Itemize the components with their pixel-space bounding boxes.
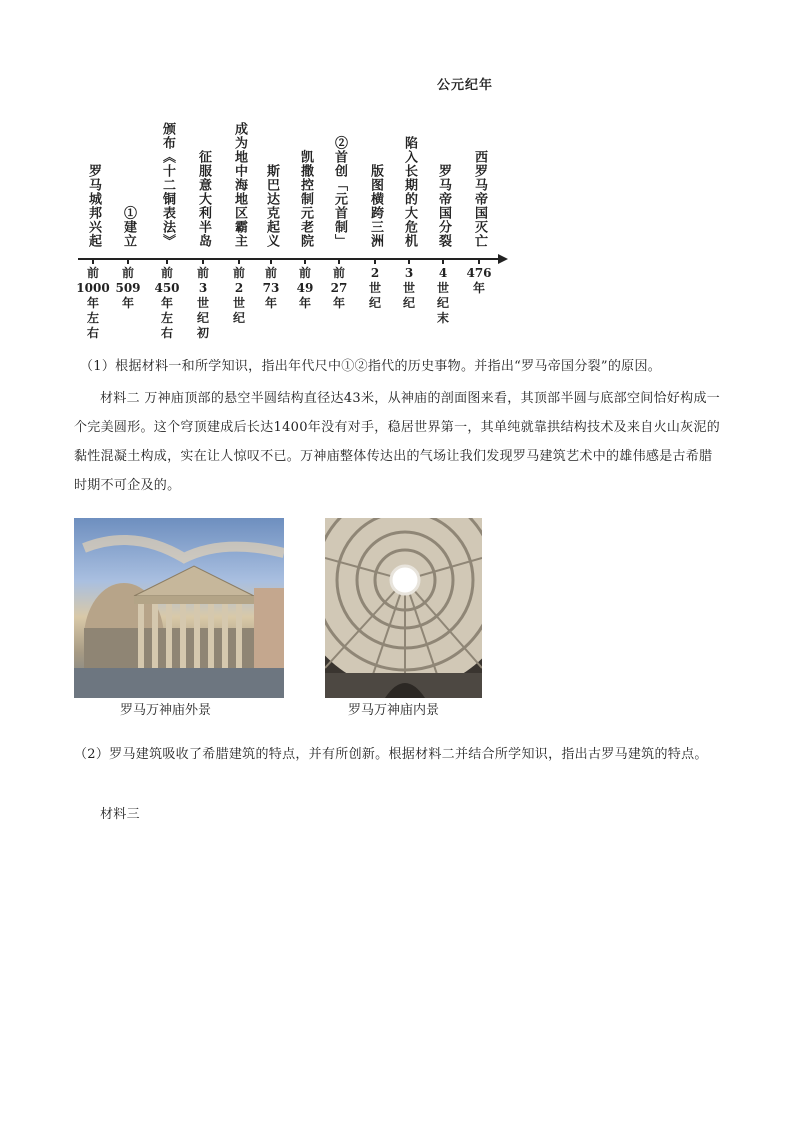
timeline-event: 版图横跨三洲 — [368, 164, 383, 248]
timeline-date-part: 2 — [234, 281, 244, 295]
pantheon-exterior-photo — [74, 518, 284, 698]
timeline-date-part: 世 — [232, 296, 245, 310]
timeline-date-part: 初 — [196, 326, 209, 340]
timeline-column — [115, 90, 141, 340]
timeline-date-part: 世 — [368, 281, 381, 295]
pantheon-interior-photo — [325, 518, 482, 698]
timeline-event: 颁布《十二铜表法》 — [160, 122, 175, 248]
timeline-event: 罗马城邦兴起 — [86, 164, 101, 248]
timeline-column — [396, 90, 422, 340]
timeline-date-part: 前 — [86, 266, 99, 280]
era-label: 公元纪年 — [437, 78, 494, 93]
timeline-date-part: 27 — [330, 281, 348, 295]
timeline-event: 罗马帝国分裂 — [436, 164, 451, 248]
timeline-column — [430, 90, 456, 340]
timeline-column — [226, 90, 252, 340]
question-2: （2）罗马建筑吸收了希腊建筑的特点，并有所创新。根据材料二并结合所学知识，指出古罗马建筑的特点。 — [74, 747, 708, 762]
timeline-date-part: 纪 — [232, 311, 245, 325]
timeline-date-part: 509 — [115, 281, 141, 295]
material-3: 材料三 — [100, 807, 140, 822]
timeline-column — [154, 90, 180, 340]
timeline-event: 西罗马帝国灭亡 — [472, 150, 487, 248]
timeline-column — [362, 90, 388, 340]
timeline-event: 斯巴达克起义 — [264, 164, 279, 248]
timeline-date-part: 年 — [121, 296, 134, 310]
timeline-column — [466, 90, 492, 340]
timeline-date-part: 纪 — [402, 296, 415, 310]
timeline-column — [190, 90, 216, 340]
timeline-column — [258, 90, 284, 340]
timeline-date-part: 前 — [196, 266, 209, 280]
timeline-tick — [238, 258, 240, 264]
question-1: （1）根据材料一和所学知识，指出年代尺中①②指代的历史事物。并指出“罗马帝国分裂”的原因。 — [80, 359, 662, 374]
timeline-date-part: 世 — [436, 281, 449, 295]
timeline-date-part: 前 — [121, 266, 134, 280]
timeline-date-part: 3 — [404, 266, 414, 280]
timeline-date-part: 450 — [154, 281, 180, 295]
timeline-column — [292, 90, 318, 340]
timeline-event: ②首创「元首制」 — [332, 136, 347, 248]
timeline-tick — [202, 258, 204, 264]
timeline-date-part: 年 — [264, 296, 277, 310]
material-2: 材料二 万神庙顶部的悬空半圆结构直径达43米，从神庙的剖面图来看，其顶部半圆与底部空间恰好构成一个完美圆形。这个穹顶建成后长达1400年没有对手，稳居世界第一，其单纯就靠拱结构技术及来自火山灰泥的黏性混凝土构成，实在让人惊叹不已。万神庙整体传达出的气场让我们发现罗马建筑艺术中的雄伟感是古希腊时期不可企及的。 — [74, 391, 721, 493]
timeline-date-part: 纪 — [196, 311, 209, 325]
timeline-date-part: 前 — [232, 266, 245, 280]
timeline-date — [107, 266, 149, 311]
axis-arrow-icon — [498, 254, 508, 264]
exterior-caption: 罗马万神庙外景 — [120, 703, 212, 718]
timeline-event: 成为地中海地区霸主 — [232, 122, 247, 248]
timeline-date-part: 前 — [160, 266, 173, 280]
timeline-date-part: 纪 — [368, 296, 381, 310]
timeline-tick — [408, 258, 410, 264]
timeline-date-part: 末 — [436, 311, 449, 325]
timeline-tick — [166, 258, 168, 264]
timeline-date-part: 2 — [370, 266, 380, 280]
timeline-date-part: 前 — [332, 266, 345, 280]
timeline-date-part: 右 — [86, 326, 99, 340]
timeline-date-part: 年 — [298, 296, 311, 310]
timeline-date-part: 年 — [160, 296, 173, 310]
timeline-tick — [338, 258, 340, 264]
timeline-event: ①建立 — [121, 206, 136, 248]
timeline-date-part: 前 — [264, 266, 277, 280]
timeline-date-part: 4 — [438, 266, 448, 280]
timeline-date-part: 左 — [86, 311, 99, 325]
timeline-date-part: 纪 — [436, 296, 449, 310]
timeline-tick — [304, 258, 306, 264]
timeline-event: 凯撒控制元老院 — [298, 150, 313, 248]
timeline-date-part: 右 — [160, 326, 173, 340]
timeline-event: 陷入长期的大危机 — [402, 136, 417, 248]
timeline-column — [326, 90, 352, 340]
timeline-date-part: 476 — [466, 266, 492, 280]
interior-caption: 罗马万神庙内景 — [348, 703, 440, 718]
timeline-date-part: 左 — [160, 311, 173, 325]
timeline-date-part: 3 — [198, 281, 208, 295]
timeline-date-part: 年 — [332, 296, 345, 310]
timeline-tick — [270, 258, 272, 264]
timeline-date-part: 73 — [262, 281, 280, 295]
timeline-tick — [374, 258, 376, 264]
timeline — [70, 90, 510, 340]
timeline-date-part: 前 — [298, 266, 311, 280]
timeline-date — [458, 266, 500, 296]
timeline-date-part: 49 — [296, 281, 314, 295]
timeline-tick — [127, 258, 129, 264]
timeline-tick — [92, 258, 94, 264]
timeline-tick — [442, 258, 444, 264]
timeline-date-part: 年 — [472, 281, 485, 295]
timeline-column — [76, 90, 110, 340]
timeline-date-part: 世 — [402, 281, 415, 295]
timeline-date-part: 年 — [86, 296, 99, 310]
timeline-tick — [478, 258, 480, 264]
timeline-date-part: 1000 — [76, 281, 110, 295]
timeline-date-part: 世 — [196, 296, 209, 310]
timeline-event: 征服意大利半岛 — [196, 150, 211, 248]
